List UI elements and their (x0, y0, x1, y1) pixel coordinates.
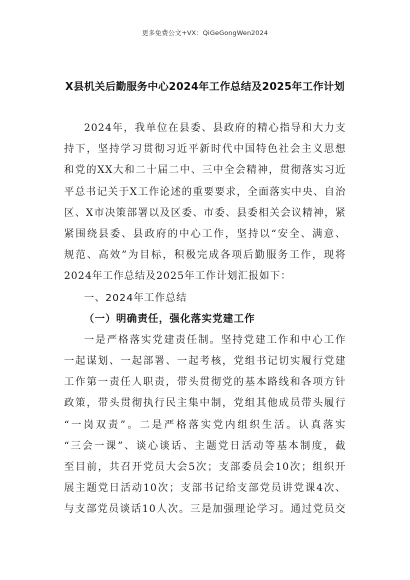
paragraph-line: 平总书记关于X工作论述的重要要求，全面落实中央、自治 (64, 186, 346, 198)
paragraph-line: 工作第一责任人职责，带头贯彻党的基本路线和各项方针 (64, 377, 346, 389)
paragraph-line: 和党的XX大和二十届二中、三中全会精神，贯彻落实习近 (64, 165, 346, 177)
paragraph-line: 2024年工作总结及2025年工作计划汇报如下： (64, 271, 292, 283)
paragraph-line: 与支部党员谈话10人次。三是加强理论学习。通过党员交 (64, 504, 346, 516)
paragraph-line: 2024年，我单位在县委、县政府的精心指导和大力支 (84, 123, 346, 134)
paragraph-line: 政策，带头贯彻执行民主集中制，党组其他成员带头履行 (64, 398, 346, 410)
paragraph-line: 一起谋划、一起部署、一起考核，党组书记切实履行党建 (64, 356, 346, 368)
document-title: X县机关后勤服务中心2024年工作总结及2025年工作计划 (65, 81, 345, 93)
paragraph-line: 区、X市决策部署以及区委、市委、县委相关会议精神，紧 (64, 207, 346, 219)
header-note: 更多免费公文+VX：QiGeGongWen2024 (141, 29, 269, 37)
paragraph-line: “一岗双责”。二是严格落实党内组织生活。认真落实 (64, 419, 346, 431)
paragraph-line: 紧围绕县委、县政府的中心工作，坚持以“安全、满意、 (64, 228, 346, 240)
paragraph-line: “三会一课”、谈心谈话、主题党日活动等基本制度，截 (64, 440, 346, 452)
section-heading: 一、2024年工作总结 (84, 292, 187, 304)
paragraph-line: 持下，坚持学习贯彻习近平新时代中国特色社会主义思想 (64, 144, 346, 156)
paragraph-line: 一是严格落实党建责任制。坚持党建工作和中心工作 (84, 334, 346, 346)
document-body (64, 118, 346, 521)
subsection-heading: （一）明确责任，强化落实党建工作 (84, 313, 256, 325)
paragraph-line: 展主题党日活动10次；支部书记给支部党员讲党课4次、 (64, 483, 346, 495)
paragraph-line: 规范、高效”为目标，积极完成各项后勤服务工作，现将 (64, 250, 346, 262)
paragraph-line: 至目前，共召开党员大会5次；支部委员会10次；组织开 (64, 462, 346, 473)
